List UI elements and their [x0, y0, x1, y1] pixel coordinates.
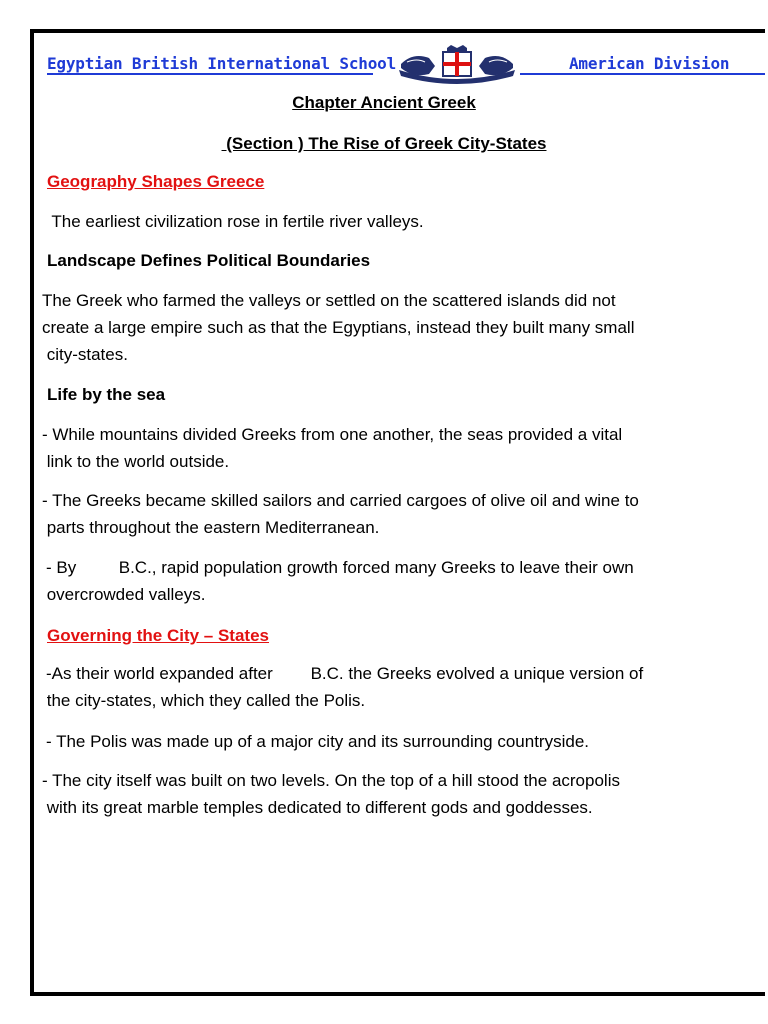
heading-governing: Governing the City – States — [47, 626, 269, 645]
governing-p2-line-1: - The Polis was made up of a major city and its surrounding countryside. — [46, 732, 590, 751]
landscape-line-3: city-states. — [42, 345, 128, 364]
sea-p3-line-2: overcrowded valleys. — [42, 585, 206, 604]
school-name: Egyptian British International School — [47, 54, 397, 73]
division-name: American Division — [569, 54, 730, 73]
governing-p1-line-1: -As their world expanded after B.C. the Greeks evolved a unique version of — [46, 664, 644, 683]
governing-p1-line-2: the city-states, which they called the Polis. — [42, 691, 366, 710]
geography-text: The earliest civilization rose in fertile river valleys. — [47, 212, 424, 231]
heading-geography: Geography Shapes Greece — [47, 172, 265, 191]
chapter-title: Chapter Ancient Greek — [292, 93, 476, 112]
heading-sea: Life by the sea — [47, 385, 166, 404]
heading-landscape: Landscape Defines Political Boundaries — [47, 251, 371, 270]
section-title: (Section ) The Rise of Greek City-States — [221, 134, 547, 153]
school-name-underline — [47, 73, 373, 75]
sea-p2-line-1: - The Greeks became skilled sailors and carried cargoes of olive oil and wine to — [42, 491, 639, 510]
governing-p3-line-1: - The city itself was built on two levels. On the top of a hill stood the acropolis — [42, 771, 620, 790]
school-crest-logo — [395, 44, 519, 84]
sea-p2-line-2: parts throughout the eastern Mediterranean. — [42, 518, 380, 537]
sea-p1-line-1: - While mountains divided Greeks from one another, the seas provided a vital — [42, 425, 623, 444]
landscape-line-2: create a large empire such as that the Egyptians, instead they built many small — [42, 318, 635, 337]
governing-p3-line-2: with its great marble temples dedicated to different gods and goddesses. — [42, 798, 593, 817]
header-right-underline — [520, 73, 765, 75]
sea-p1-line-2: link to the world outside. — [42, 452, 230, 471]
landscape-line-1: The Greek who farmed the valleys or settled on the scattered islands did not — [42, 291, 616, 310]
sea-p3-line-1: - By B.C., rapid population growth forced many Greeks to leave their own — [46, 558, 634, 577]
